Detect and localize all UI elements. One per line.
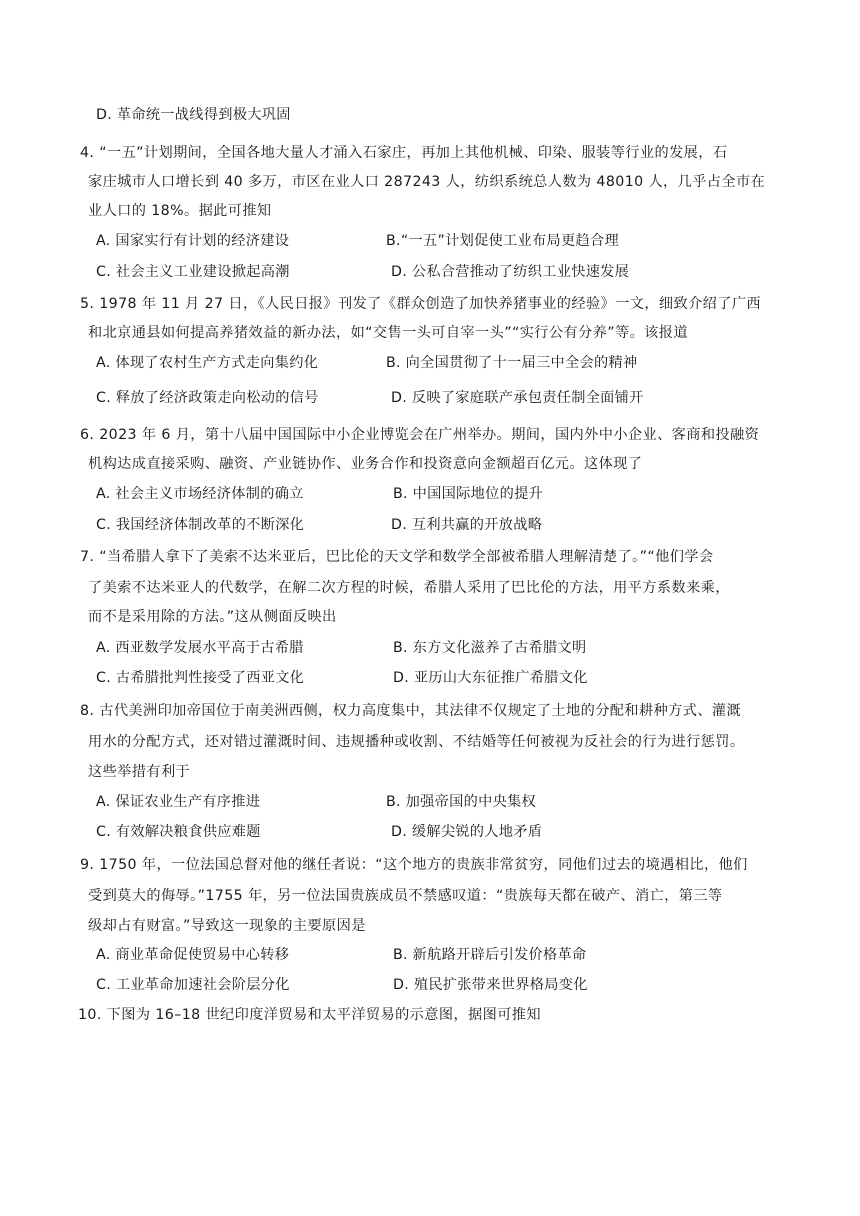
q9-option-c: C. 工业革命加速社会阶层分化 bbox=[96, 977, 290, 993]
q9-option-a: A. 商业革命促使贸易中心转移 bbox=[96, 947, 290, 963]
q8-option-c: C. 有效解决粮食供应难题 bbox=[96, 824, 261, 840]
q8-stem-line-2: 用水的分配方式，还对错过灌溉时间、违规播种或收割、不结婚等任何被视为反社会的行为进行惩罚。 bbox=[88, 734, 745, 750]
q6-option-a: A. 社会主义市场经济体制的确立 bbox=[96, 486, 304, 502]
q4-stem-line-2: 家庄城市人口增长到 40 多万，市区在业人口 287243 人，纺织系统总人数为 48010 人，几乎占全市在 bbox=[88, 174, 766, 190]
q5-option-d: D. 反映了家庭联产承包责任制全面铺开 bbox=[391, 390, 644, 406]
q8-option-d: D. 缓解尖锐的人地矛盾 bbox=[391, 824, 543, 840]
q8-option-a: A. 保证农业生产有序推进 bbox=[96, 794, 261, 810]
q7-stem-line-1: 7. “当希腊人拿下了美索不达米亚后，巴比伦的天文学和数学全部被希腊人理解清楚了。”“他们学会 bbox=[80, 549, 714, 565]
q6-option-b: B. 中国国际地位的提升 bbox=[393, 486, 544, 502]
q10-stem-line-1: 10. 下图为 16–18 世纪印度洋贸易和太平洋贸易的示意图，据图可推知 bbox=[78, 1007, 541, 1023]
q7-option-c: C. 古希腊批判性接受了西亚文化 bbox=[96, 670, 305, 686]
q4-stem-line-3: 业人口的 18%。据此可推知 bbox=[88, 203, 272, 219]
q5-option-b: B. 向全国贯彻了十一届三中全会的精神 bbox=[386, 355, 638, 371]
q4-stem-line-1: 4. “一五”计划期间，全国各地大量人才涌入石家庄，再加上其他机械、印染、服装等行业的发展，石 bbox=[80, 145, 728, 161]
q5-stem-line-1: 5. 1978 年 11 月 27 日，《人民日报》刊发了《群众创造了加快养猪事业的经验》一文，细致介绍了广西 bbox=[80, 296, 762, 312]
q7-stem-line-2: 了美索不达米亚人的代数学，在解二次方程的时候，希腊人采用了巴比伦的方法，用平方系数来乘， bbox=[88, 580, 730, 596]
q9-stem-line-3: 级却占有财富。”导致这一现象的主要原因是 bbox=[88, 918, 366, 934]
q8-stem-line-1: 8. 古代美洲印加帝国位于南美洲西侧，权力高度集中，其法律不仅规定了土地的分配和耕种方式、灌溉 bbox=[80, 703, 742, 719]
q9-stem-line-1: 9. 1750 年，一位法国总督对他的继任者说：“这个地方的贵族非常贫穷，同他们过去的境遇相比，他们 bbox=[80, 857, 748, 873]
q8-option-b: B. 加强帝国的中央集权 bbox=[386, 794, 537, 810]
q9-option-d: D. 殖民扩张带来世界格局变化 bbox=[393, 977, 588, 993]
q8-stem-line-3: 这些举措有利于 bbox=[88, 764, 191, 780]
q6-stem-line-2: 机构达成直接采购、融资、产业链协作、业务合作和投资意向金额超百亿元。这体现了 bbox=[88, 456, 643, 472]
q4-option-c: C. 社会主义工业建设掀起高潮 bbox=[96, 264, 290, 280]
q4-option-b: B.“一五”计划促使工业布局更趋合理 bbox=[386, 233, 619, 249]
q7-option-d: D. 亚历山大东征推广希腊文化 bbox=[393, 670, 588, 686]
q5-option-a: A. 体现了农村生产方式走向集约化 bbox=[96, 355, 319, 371]
q5-option-c: C. 释放了经济政策走向松动的信号 bbox=[96, 390, 319, 406]
q7-option-b: B. 东方文化滋养了古希腊文明 bbox=[393, 640, 587, 656]
q6-stem-line-1: 6. 2023 年 6 月，第十八届中国国际中小企业博览会在广州举办。期间，国内外中小企业、客商和投融资 bbox=[80, 427, 760, 443]
q6-option-c: C. 我国经济体制改革的不断深化 bbox=[96, 517, 305, 533]
q7-option-a: A. 西亚数学发展水平高于古希腊 bbox=[96, 640, 304, 656]
q7-stem-line-3: 而不是采用除的方法。”这从侧面反映出 bbox=[88, 609, 337, 625]
q4-option-a: A. 国家实行有计划的经济建设 bbox=[96, 233, 290, 249]
q9-option-b: B. 新航路开辟后引发价格革命 bbox=[393, 947, 587, 963]
q6-option-d: D. 互利共赢的开放战略 bbox=[391, 517, 543, 533]
q3-option-d: D. 革命统一战线得到极大巩固 bbox=[96, 107, 291, 123]
q4-option-d: D. 公私合营推动了纺织工业快速发展 bbox=[391, 264, 630, 280]
q9-stem-line-2: 受到莫大的侮辱。”1755 年，另一位法国贵族成员不禁感叹道：“贵族每天都在破产、消亡，第三等 bbox=[88, 888, 723, 904]
q5-stem-line-2: 和北京通县如何提高养猪效益的新办法，如“交售一头可自宰一头”“实行公有分养”等。该报道 bbox=[88, 325, 688, 341]
